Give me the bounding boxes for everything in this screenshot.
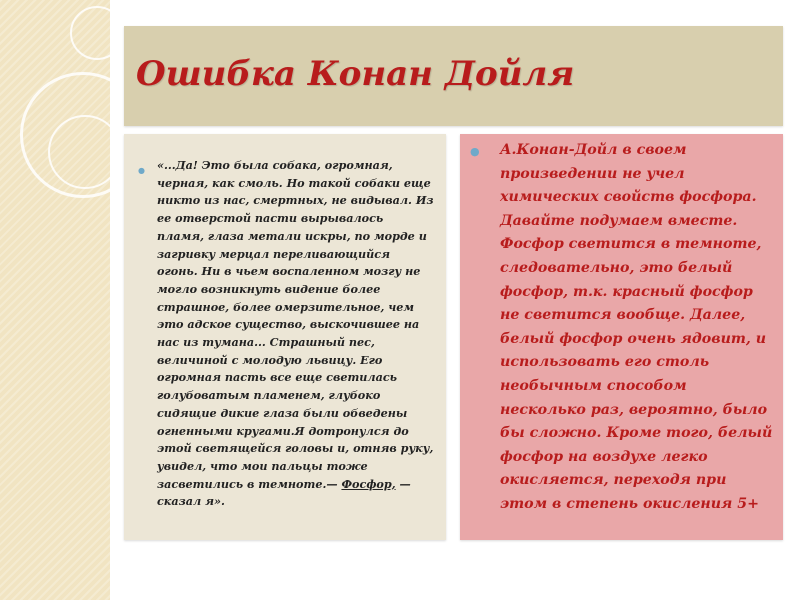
quote-underlined-word: Фосфор, [341,476,396,491]
decorative-ring [70,6,124,60]
bullet-icon: ● [470,145,480,158]
quote-text [138,157,434,511]
quote-panel [124,134,446,540]
analysis-panel [460,134,783,540]
decorative-ring [48,115,122,189]
quote-text-main: «...Да! Это была собака, огромная, черная, как смоль. Но такой собаки еще никто из нас, смертных, не видывал. Из ее отверстой пасти вырывалось пламя, глаза метали искры, по морде и загривку мерцал переливающийся огонь. Ни в чьем воспаленном мозгу не могло возникнуть видение более страшное, более омерзительное, чем это адское существо, выскочившее на нас из тумана... Страшный пес, величиной с молодую львицу. Его огромная пасть все еще светилась голубоватым пламенем, глубоко сидящие дикие глаза были обведены огненными кругами.Я дотронулся до этой светящейся головы и, отняв руку, увидел, что мои пальцы тоже засветились в темноте.— [157,158,434,491]
analysis-text: А.Конан-Дойл в своем произведении не учел химических свойств фосфора. Давайте подумаем вместе. Фосфор светится в темноте, следовательно, это белый фосфор, т.к. красный фосфор не светится вообще. Далее, белый фосфор очень ядовит, и использовать его столь необычным способом несколько раз, вероятно, было бы сложно. Кроме того, белый фосфор на воздухе легко окисляется, переходя при этом в степень окисления 5+ [500,142,773,512]
title-bar [124,26,783,126]
slide-title: Ошибка Конан Дойля [136,54,575,94]
bullet-icon: ● [138,166,145,175]
quote-text-end: — сказал я». [157,476,411,509]
